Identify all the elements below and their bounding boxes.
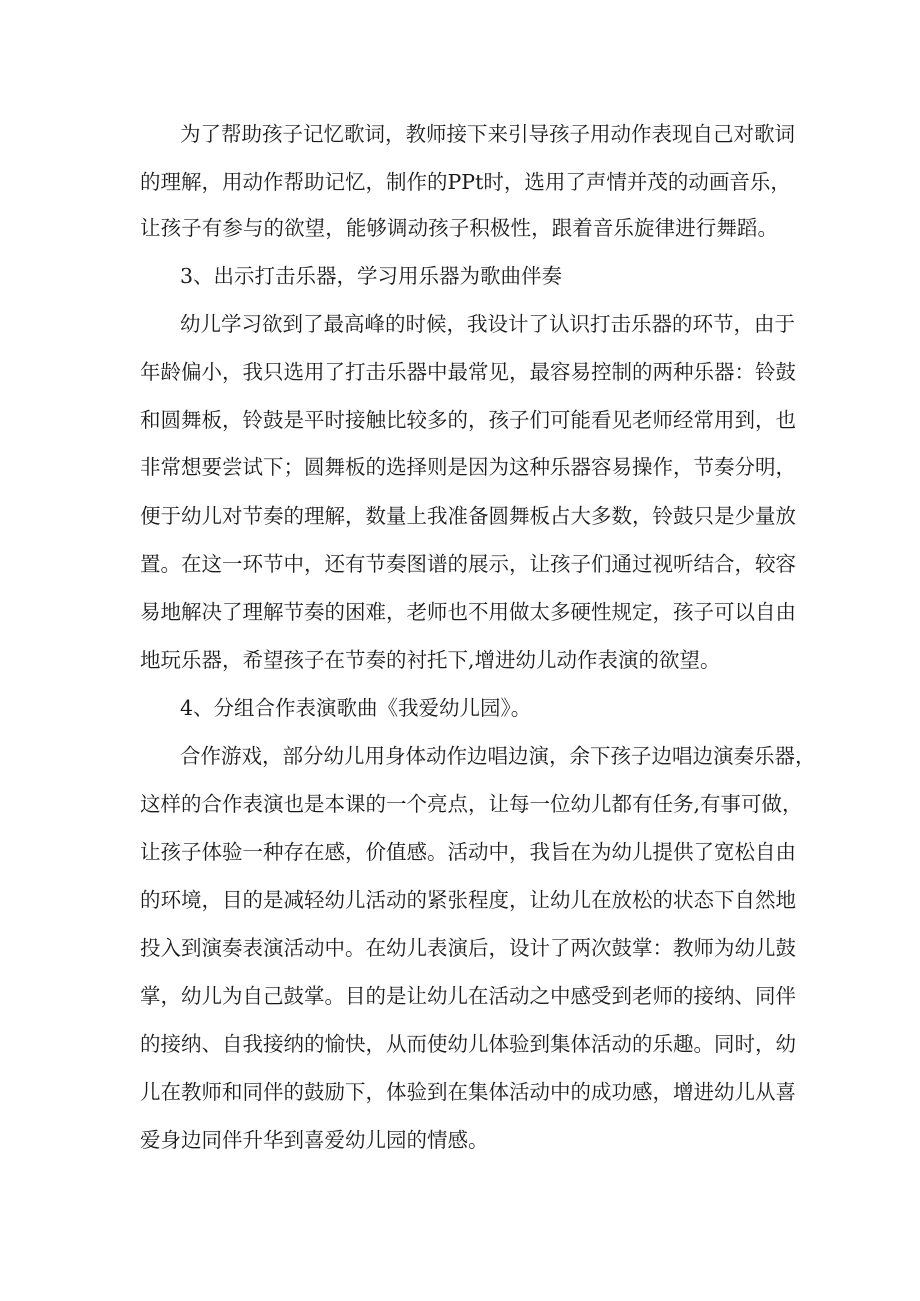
paragraph-line: 地玩乐器，希望孩子在节奏的衬托下,增进幼儿动作表演的欲望。 [140,648,721,672]
paragraph-line: 易地解决了理解节奏的困难，老师也不用做太多硬性规定，孩子可以自由 [140,600,796,624]
paragraph-line: 这样的合作表演也是本课的一个亮点，让每一位幼儿都有任务,有事可做， [140,792,803,816]
paragraph-line: 的环境，目的是减轻幼儿活动的紧张程度，让幼儿在放松的状态下自然地 [140,888,796,912]
paragraph-line: 儿在教师和同伴的鼓励下，体验到在集体活动中的成功感，增进幼儿从喜 [140,1080,796,1104]
paragraph-line: 便于幼儿对节奏的理解，数量上我准备圆舞板占大多数，铃鼓只是少量放 [140,504,796,528]
paragraph-line: 的理解，用动作帮助记忆，制作的PPt时，选用了声情并茂的动画音乐， [140,170,791,194]
paragraph-line: 的接纳、自我接纳的愉快，从而使幼儿体验到集体活动的乐趣。同时，幼 [140,1032,796,1056]
paragraph-line: 置。在这一环节中，还有节奏图谱的展示，让孩子们通过视听结合，较容 [140,552,796,576]
paragraph-line: 和圆舞板，铃鼓是平时接触比较多的，孩子们可能看见老师经常用到，也 [140,408,796,432]
section-heading: 3、出示打击乐器，学习用乐器为歌曲伴奏 [180,264,563,288]
section-heading: 4、分组合作表演歌曲《我爱幼儿园》。 [180,696,532,720]
paragraph-line: 非常想要尝试下；圆舞板的选择则是因为这种乐器容易操作，节奏分明， [140,455,796,479]
paragraph-line: 让孩子体验一种存在感，价值感。活动中，我旨在为幼儿提供了宽松自由 [140,840,796,864]
paragraph-line: 掌，幼儿为自己鼓掌。目的是让幼儿在活动之中感受到老师的接纳、同伴 [140,984,796,1008]
paragraph-line: 投入到演奏表演活动中。在幼儿表演后，设计了两次鼓掌：教师为幼儿鼓 [140,936,796,960]
paragraph-line: 让孩子有参与的欲望，能够调动孩子积极性，跟着音乐旋律进行舞蹈。 [140,216,778,240]
paragraph-line: 爱身边同伴升华到喜爱幼儿园的情感。 [140,1128,489,1152]
paragraph-line: 幼儿学习欲到了最高峰的时候，我设计了认识打击乐器的环节，由于 [180,312,795,336]
paragraph-line: 合作游戏，部分幼儿用身体动作边唱边演，余下孩子边唱边演奏乐器， [180,744,816,768]
paragraph-line: 为了帮助孩子记忆歌词，教师接下来引导孩子用动作表现自己对歌词 [180,122,795,146]
paragraph-line: 年龄偏小，我只选用了打击乐器中最常见，最容易控制的两种乐器：铃鼓 [140,360,796,384]
